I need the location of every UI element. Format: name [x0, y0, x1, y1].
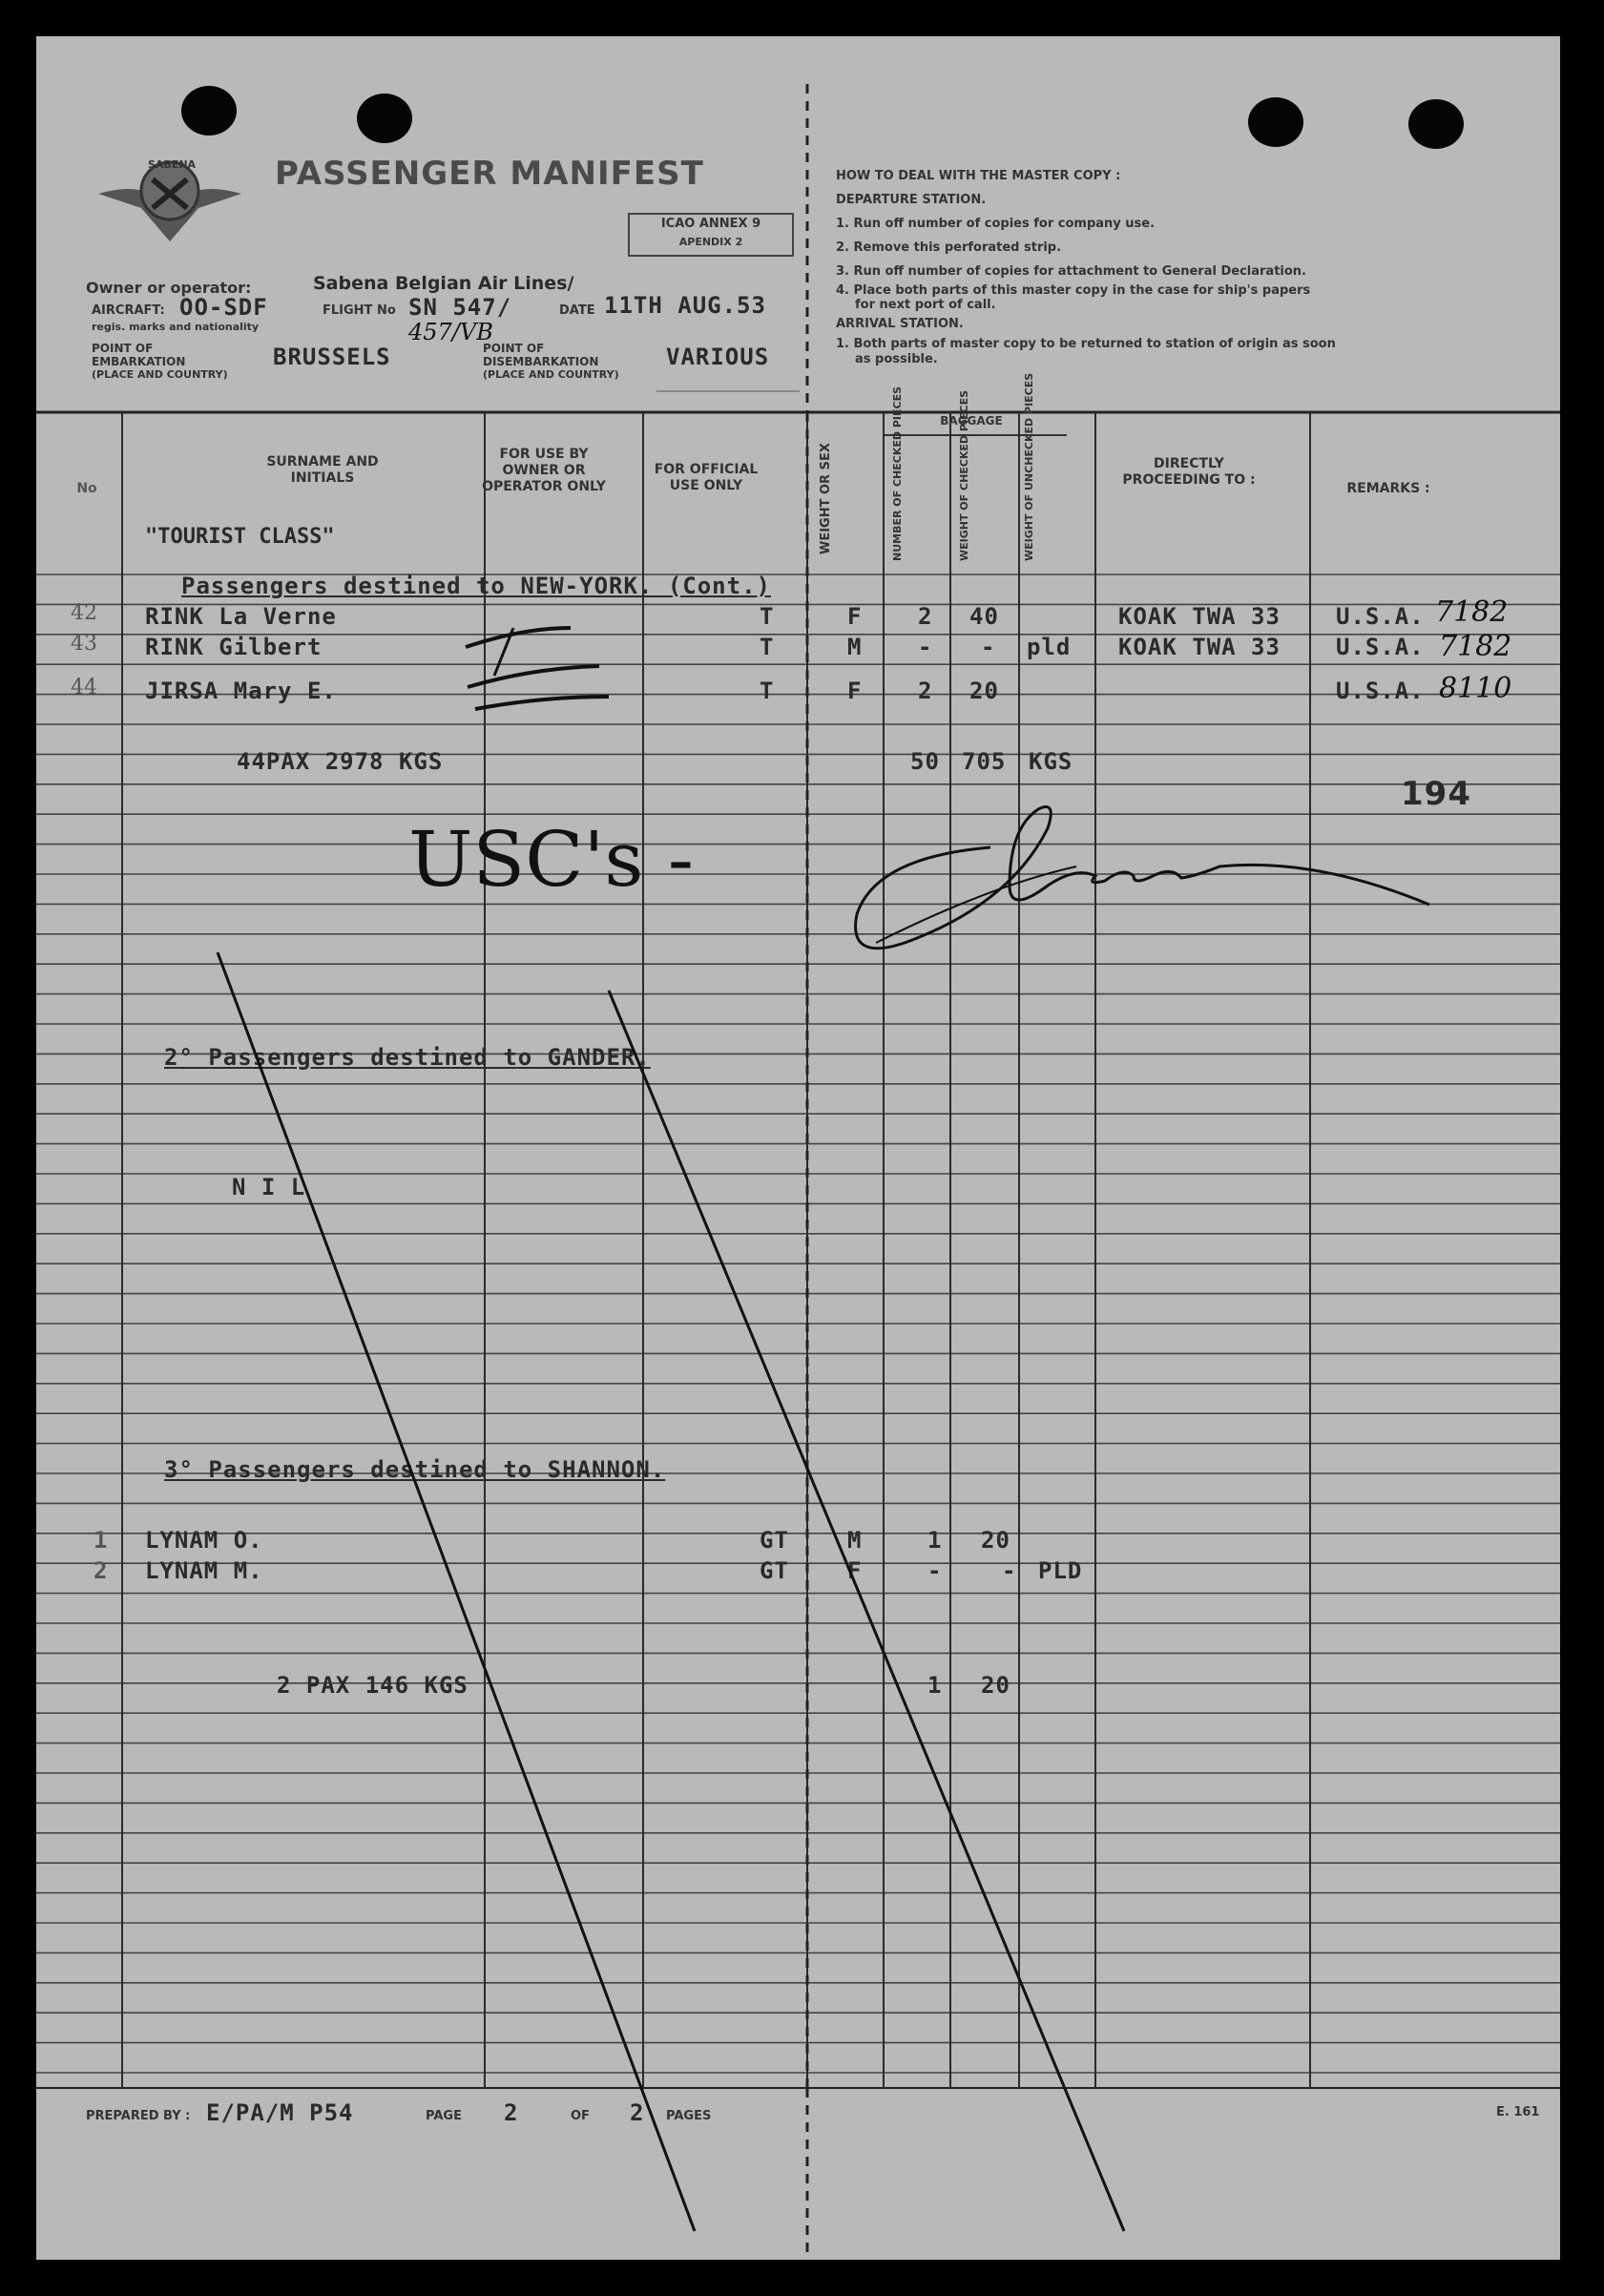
passenger-name: JIRSA Mary E.	[145, 678, 337, 704]
flight-label: FLIGHT No	[323, 303, 396, 318]
embark-value: BRUSSELS	[273, 344, 391, 370]
page-label: PAGE	[426, 2109, 462, 2123]
stamp-number: 194	[1401, 775, 1471, 813]
logo-text: SABENA	[148, 158, 197, 171]
owner-value: Sabena Belgian Air Lines/	[313, 273, 574, 294]
col-header-no: No	[76, 481, 97, 496]
embark-label-1: POINT OF	[92, 342, 154, 355]
passenger-class: GT	[760, 1527, 789, 1554]
total-newyork: 44PAX 2978 KGS	[237, 748, 444, 775]
instruction-item: for next port of call.	[855, 298, 996, 312]
of-value: 2	[630, 2099, 645, 2126]
section-heading-newyork: Passengers destined to NEW-YORK. (Cont.)	[181, 573, 771, 599]
col-header-weight-sex: WEIGHT OR SEX	[819, 443, 833, 555]
embark-label-2: EMBARKATION	[92, 355, 186, 368]
nil-label: N I L	[232, 1174, 306, 1200]
of-label: OF	[571, 2109, 590, 2123]
instruction-item: 3. Run off number of copies for attachment to General Declaration.	[836, 264, 1306, 279]
instruction-item: 1. Both parts of master copy to be returned to station of origin as soon	[836, 337, 1336, 351]
passenger-class: GT	[760, 1557, 789, 1584]
cancel-strokes	[36, 36, 1560, 2260]
date-label: DATE	[559, 303, 595, 318]
checked-weight: 40	[969, 603, 999, 630]
passenger-sex: M	[847, 1527, 863, 1554]
checked-pieces: 2	[918, 603, 933, 630]
checked-pieces: 1	[927, 1527, 943, 1554]
aircraft-label: AIRCRAFT:	[92, 303, 165, 318]
remarks: U.S.A.	[1336, 678, 1425, 704]
instruction-item: 1. Run off number of copies for company use.	[836, 217, 1156, 231]
total-newyork-pieces: 50	[910, 748, 940, 775]
checked-weight: -	[981, 634, 996, 660]
passenger-sex: F	[847, 603, 863, 630]
icao-line2: APENDIX 2	[678, 236, 743, 248]
passenger-sex: F	[847, 1557, 863, 1584]
passenger-name: RINK Gilbert	[145, 634, 323, 660]
disembark-label-3: (PLACE AND COUNTRY)	[483, 368, 619, 381]
remarks: U.S.A.	[1336, 603, 1425, 630]
class-label: "TOURIST CLASS"	[145, 525, 335, 549]
passenger-name: LYNAM M.	[145, 1557, 263, 1584]
passenger-class: T	[760, 634, 775, 660]
passenger-sex: M	[847, 634, 863, 660]
prepared-value: E/PA/M P54	[206, 2099, 354, 2126]
total-newyork-weight: 705	[962, 748, 1007, 775]
total-newyork-unit: KGS	[1029, 748, 1073, 775]
checked-pieces: -	[927, 1557, 943, 1584]
date-value: 11TH AUG.53	[604, 292, 766, 319]
row-number: 43	[71, 632, 97, 656]
instructions-arrival: ARRIVAL STATION.	[836, 317, 964, 331]
aircraft-value: OO-SDF	[179, 294, 268, 321]
pages-label: PAGES	[666, 2109, 712, 2123]
remarks-handwritten: 7182	[1439, 630, 1512, 663]
instructions-heading: HOW TO DEAL WITH THE MASTER COPY :	[836, 169, 1121, 183]
instructions-departure: DEPARTURE STATION.	[836, 193, 987, 207]
remarks: U.S.A.	[1336, 634, 1425, 660]
checked-pieces: 2	[918, 678, 933, 704]
page-value: 2	[504, 2099, 519, 2126]
checked-weight: 20	[969, 678, 999, 704]
proceeding-to: KOAK TWA 33	[1118, 603, 1281, 630]
col-header-owner: FOR USE BY OWNER OR OPERATOR ONLY	[482, 447, 606, 494]
total-shannon: 2 PAX 146 KGS	[277, 1672, 469, 1699]
disembark-label-1: POINT OF	[483, 342, 545, 355]
passenger-class: T	[760, 678, 775, 704]
disembark-value: VARIOUS	[666, 344, 770, 370]
col-header-num-checked: NUMBER OF CHECKED PIECES	[891, 386, 904, 561]
row-number: 42	[71, 601, 97, 625]
disembark-label-2: DISEMBARKATION	[483, 355, 599, 368]
unchecked-weight: pld	[1027, 634, 1072, 660]
instruction-item: as possible.	[855, 352, 938, 366]
total-shannon-weight: 20	[981, 1672, 1010, 1699]
flight-value: SN 547/	[408, 294, 512, 321]
passenger-name: RINK La Verne	[145, 603, 337, 630]
embark-label-3: (PLACE AND COUNTRY)	[92, 368, 228, 381]
page-title: PASSENGER MANIFEST	[275, 155, 704, 193]
col-header-official: FOR OFFICIAL USE ONLY	[654, 462, 759, 493]
unchecked-weight: PLD	[1038, 1557, 1083, 1584]
col-header-baggage: BAGGAGE	[940, 414, 1003, 428]
row-number: 44	[71, 676, 97, 699]
col-header-proceeding: DIRECTLY PROCEEDING TO :	[1122, 456, 1256, 488]
section-heading-shannon: 3° Passengers destined to SHANNON.	[164, 1456, 666, 1483]
passenger-name: LYNAM O.	[145, 1527, 263, 1554]
instruction-item: 2. Remove this perforated strip.	[836, 240, 1062, 255]
col-header-weight-unchecked: WEIGHT OF UNCHECKED PIECES	[1023, 372, 1035, 561]
row-number: 2	[94, 1557, 109, 1584]
row-number: 1	[94, 1527, 109, 1554]
flight-value-handwritten: 457/VB	[408, 319, 493, 345]
instruction-item: 4. Place both parts of this master copy in the case for ship's papers	[836, 283, 1311, 298]
passenger-sex: F	[847, 678, 863, 704]
checked-weight: -	[1002, 1557, 1017, 1584]
manifest-sheet	[36, 36, 1560, 2260]
col-header-remarks: REMARKS :	[1346, 481, 1430, 496]
section-heading-gander: 2° Passengers destined to GANDER.	[164, 1044, 651, 1071]
proceeding-to: KOAK TWA 33	[1118, 634, 1281, 660]
col-header-weight-checked: WEIGHT OF CHECKED PIECES	[958, 389, 970, 561]
checked-pieces: -	[918, 634, 933, 660]
checked-weight: 20	[981, 1527, 1010, 1554]
remarks-handwritten: 7182	[1435, 595, 1509, 629]
icao-line1: ICAO ANNEX 9	[660, 217, 761, 231]
prepared-label: PREPARED BY :	[86, 2109, 191, 2123]
remarks-handwritten: 8110	[1439, 672, 1512, 705]
total-shannon-pieces: 1	[927, 1672, 943, 1699]
regis-label: regis. marks and nationality	[92, 321, 260, 333]
passenger-class: T	[760, 603, 775, 630]
col-header-surname: SURNAME AND INITIALS	[266, 454, 379, 486]
handwritten-note: USC's -	[408, 815, 694, 904]
owner-label: Owner or operator:	[86, 279, 252, 297]
form-code: E. 161	[1496, 2105, 1540, 2119]
